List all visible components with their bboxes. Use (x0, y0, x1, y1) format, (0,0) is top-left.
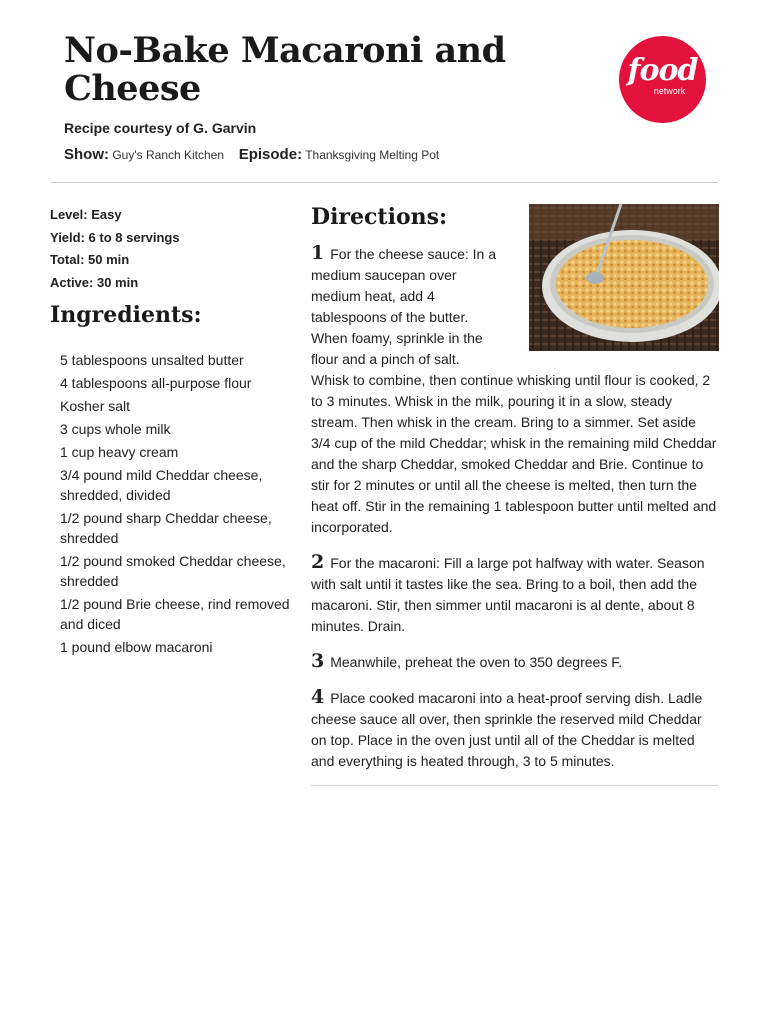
direction-step (311, 552, 719, 637)
ingredients-list (60, 350, 290, 660)
ingredient-item: 3 cups whole milk (60, 421, 171, 437)
show-label: Show: (64, 146, 109, 163)
ingredient-item: Kosher salt (60, 398, 131, 414)
meta-active: Active: 30 min (50, 274, 139, 290)
directions-list (311, 243, 719, 786)
ingredient-item: 5 tablespoons unsalted butter (60, 352, 244, 368)
footer-divider (311, 785, 718, 786)
ingredient-item: 1 pound elbow macaroni (60, 639, 213, 655)
direction-step (311, 243, 719, 538)
direction-step (311, 651, 719, 673)
ingredient-item: 1 cup heavy cream (60, 444, 179, 460)
ingredient-item: 1/2 pound sharp Cheddar cheese, shredded (60, 510, 272, 546)
ingredient-item: 1/2 pound Brie cheese, rind removed and diced (60, 596, 290, 632)
recipe-meta (50, 206, 180, 296)
meta-yield: Yield: 6 to 8 servings (50, 229, 180, 245)
ingredient-item: 1/2 pound smoked Cheddar cheese, shredded (60, 553, 286, 589)
logo-word: food (627, 53, 698, 88)
recipe-courtesy: Recipe courtesy of G. Garvin (64, 120, 257, 136)
meta-level: Level: Easy (50, 207, 122, 222)
meta-total: Total: 50 min (50, 252, 130, 267)
ingredients-heading: Ingredients: (50, 302, 202, 328)
show-episode-line (64, 146, 439, 163)
ingredient-item: 4 tablespoons all-purpose flour (60, 375, 252, 391)
step-text: Meanwhile, preheat the oven to 350 degrees F. (330, 654, 623, 670)
step-number: 3 (311, 650, 325, 672)
episode-label: Episode: (238, 146, 303, 163)
header-divider (51, 182, 718, 183)
food-network-logo (619, 36, 706, 123)
step-number: 4 (311, 686, 325, 708)
direction-step (311, 687, 719, 772)
step-text: Place cooked macaroni into a heat-proof serving dish. Ladle cheese sauce all over, then sprinkle the reserved mild Cheddar on top. Place in the oven just until all of the Cheddar is melted and everything is heated through, 3 to 5 minutes. (311, 690, 703, 769)
step-text: For the macaroni: Fill a large pot halfway with water. Season with salt until it tastes like the sea. Bring to a boil, then add the macaroni. Stir, then simmer until macaroni is al dente, about 8 minutes. Drain. (311, 555, 705, 634)
show-name: Guy's Ranch Kitchen (112, 148, 225, 162)
recipe-title: No-Bake Macaroni and Cheese (64, 30, 506, 109)
step-number: 1 (311, 242, 325, 264)
directions-heading: Directions: (311, 204, 448, 230)
step-text: For the cheese sauce: In a medium saucepan over medium heat, add 4 tablespoons of the butter. When foamy, sprinkle in the flour and a pinch of salt. Whisk to combine, then continue whisking until flour is cooked, 2 to 3 minutes. Whisk in the milk, pouring it in a slow, steady stream. Then whisk in the cream. Bring to a simmer. Set aside 3/4 cup of the mild Cheddar; whisk in the remaining mild Cheddar and the sharp Cheddar, smoked Cheddar and Brie. Continue to stir for 2 minutes or until all the cheese is melted, then turn the heat off. Stir in the remaining 1 tablespoon butter until melted and incorporated. (311, 246, 717, 535)
ingredient-item: 3/4 pound mild Cheddar cheese, shredded, divided (60, 467, 263, 503)
episode-name: Thanksgiving Melting Pot (305, 148, 440, 162)
step-number: 2 (311, 551, 325, 573)
logo-sub: network (653, 86, 686, 96)
